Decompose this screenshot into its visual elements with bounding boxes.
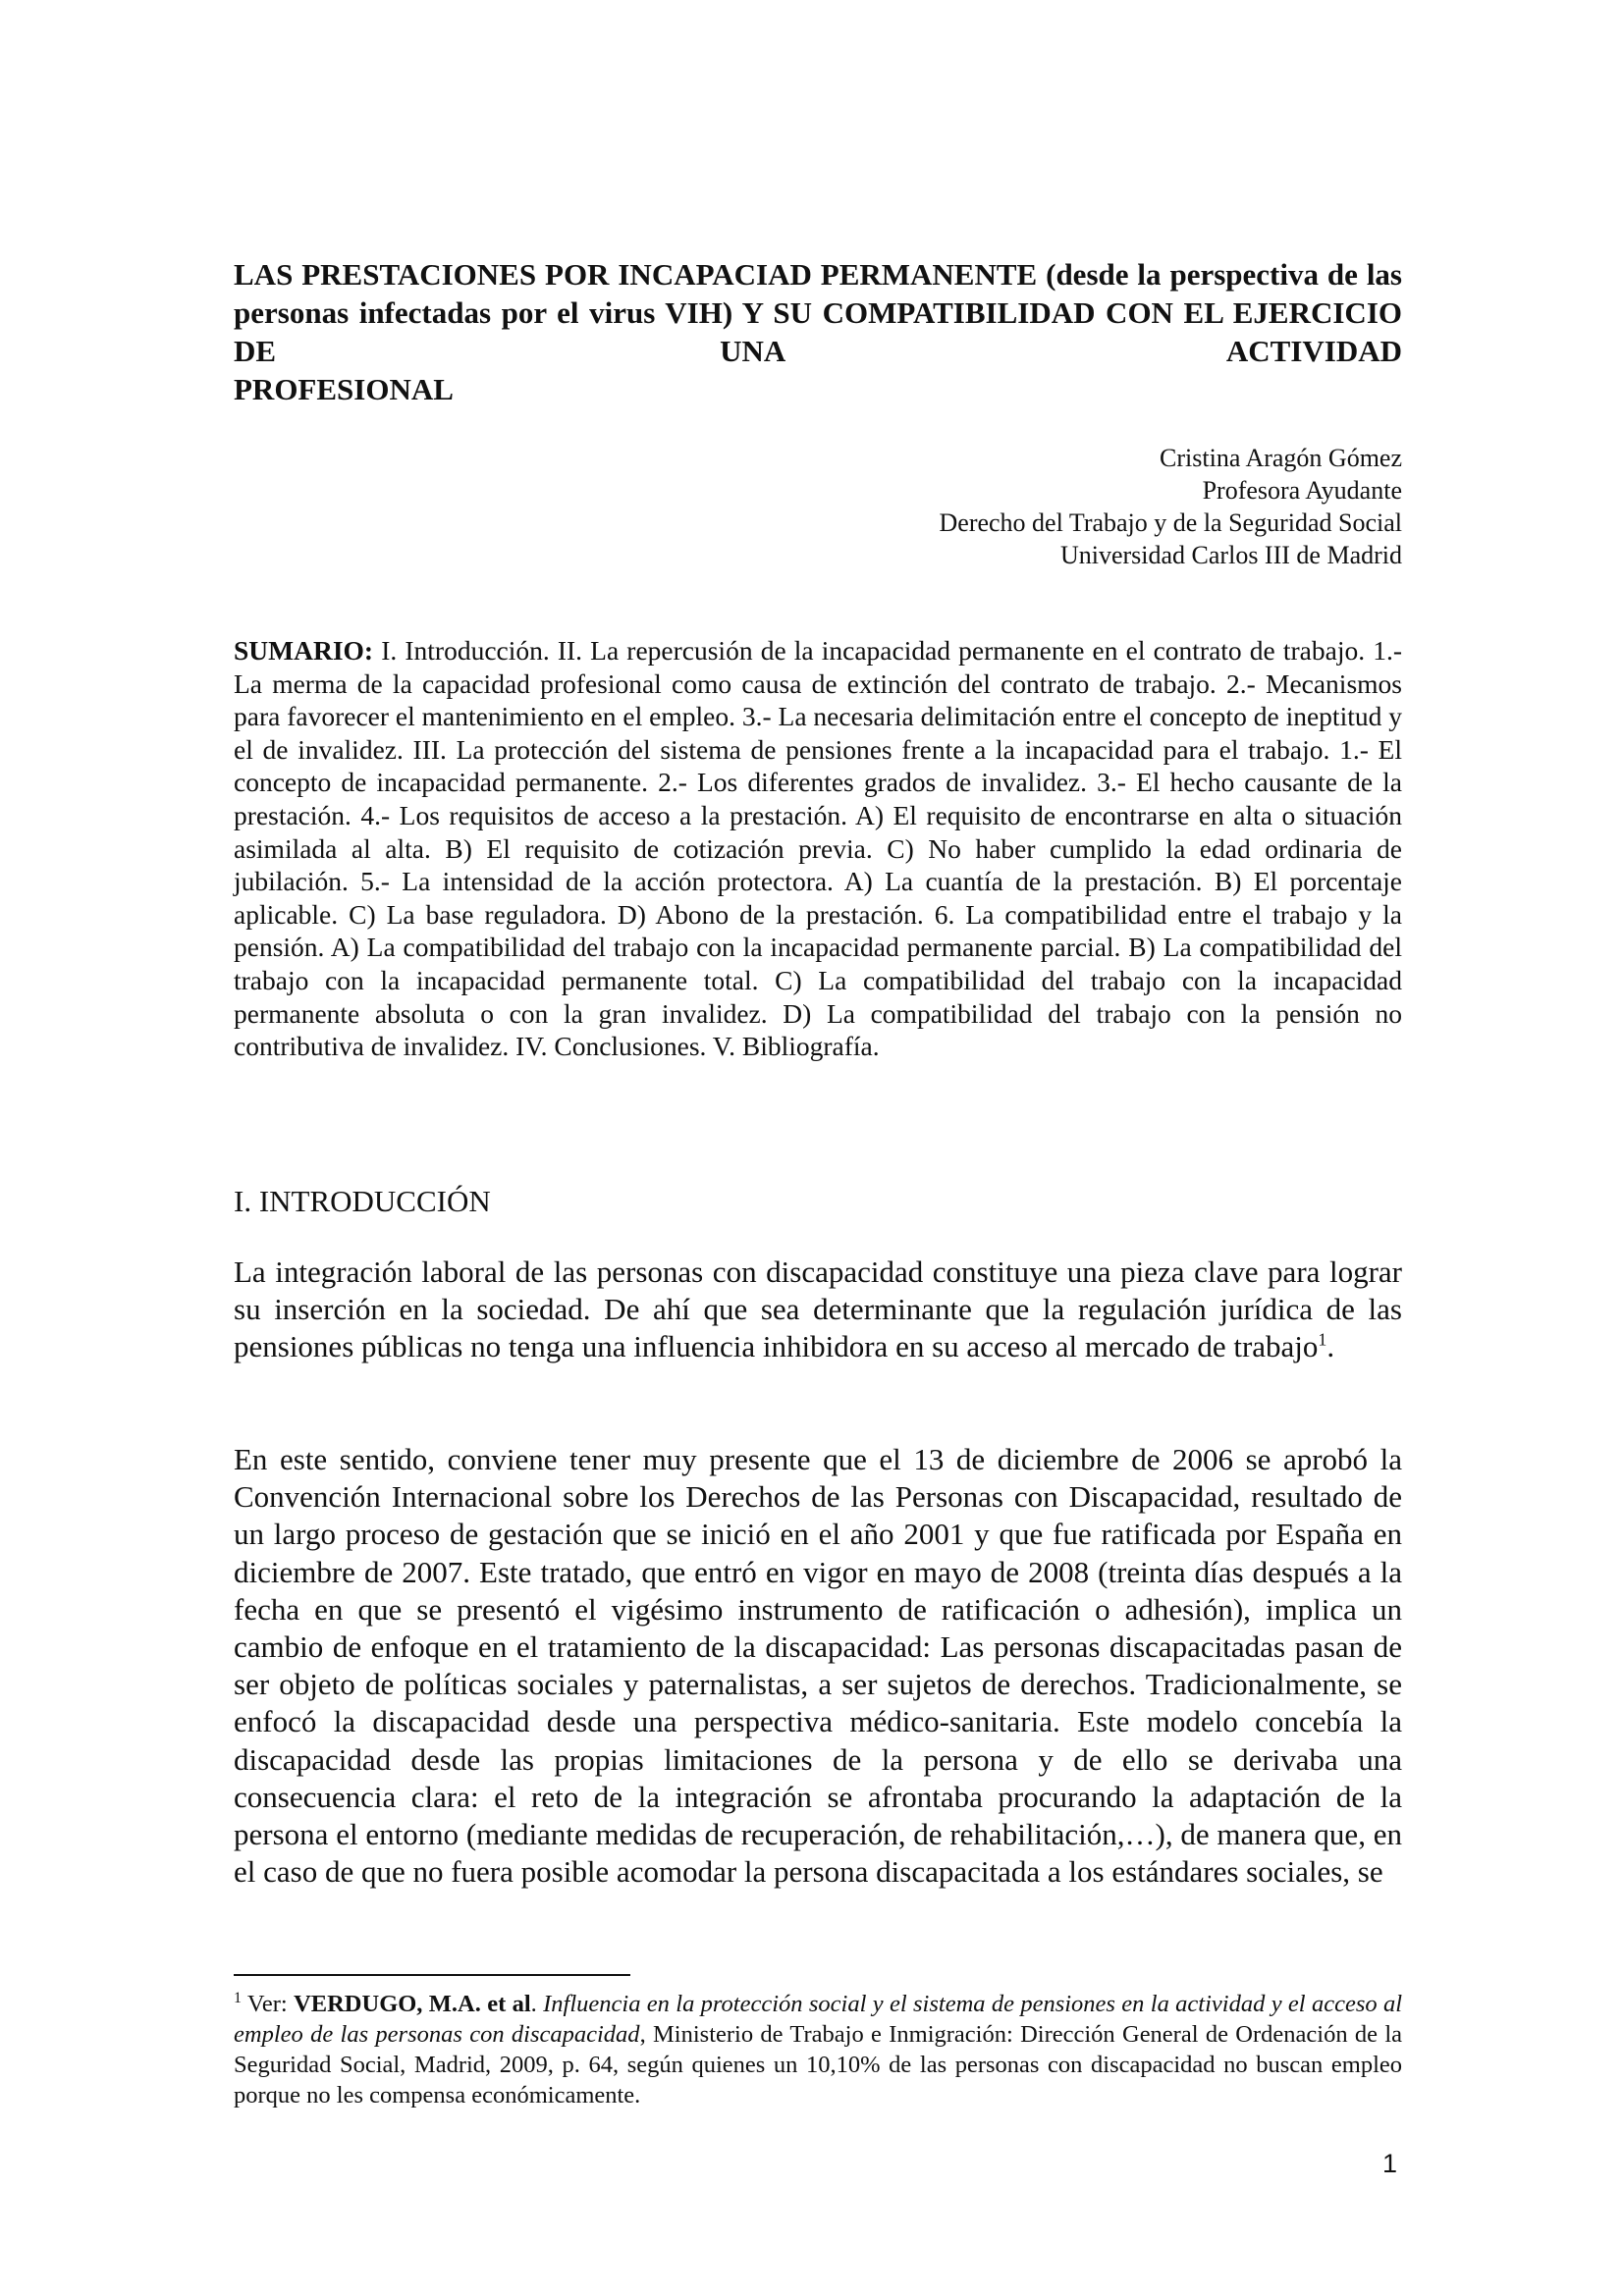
body-paragraph [234,1441,1402,1891]
title-line-3: COMPATIBILIDAD CON EL EJERCICIO DE UNA ACTIVIDAD [234,295,1402,368]
author-name: Cristina Aragón Gómez [1160,444,1402,472]
footnote-separator [234,1974,630,1976]
footnote-author: VERDUGO, M.A. et al [294,1991,531,2017]
page-number: 1 [1382,2149,1398,2178]
summary-paragraph [234,634,1402,1063]
author-position: Profesora Ayudante [1202,476,1402,505]
author-university: Universidad Carlos III de Madrid [1059,541,1402,569]
paragraph-text: La integración laboral de las personas con discapacidad constituye una pieza clave para lograr su inserción en la sociedad. De ahí que sea determinante que la regulación jurídica de las pensiones públicas no tenga una influencia inhibidora en su acceso al mercado de trabajo [234,1255,1402,1364]
footnote-separator-text: . [530,1991,544,2017]
author-department: Derecho del Trabajo y de la Seguridad Social [939,508,1402,537]
paragraph-text: En este sentido, conviene tener muy presente que el 13 de diciembre de 2006 se aprobó la Convención Internacional sobre los Derechos de las Personas con Discapacidad, resultado de un largo proceso de gestación que se inició en el año 2001 y que fue ratificada por España en diciembre de 2007. Este tratado, que entró en vigor en mayo de 2008 (treinta días después a la fecha en que se presentó el vigésimo instrumento de ratificación o adhesión), implica un cambio de enfoque en el tratamiento de la discapacidad: Las personas discapacitadas pasan de ser objeto de políticas sociales y paternalistas, a ser sujetos de derechos. Tradicionalmente, se enfocó la discapacidad desde una perspectiva médico-sanitaria. Este modelo concebía la discapacidad desde las propias limitaciones de la persona y de ello se derivaba una consecuencia clara: el reto de la integración se afrontaba procurando la adaptación de la persona el entorno (mediante medidas de recuperación, de rehabilitación,…), de manera que, en el caso de que no fuera posible acomodar la persona discapacitada a los estándares sociales, se [234,1442,1402,1890]
paper-title [234,255,1402,408]
title-line-4: PROFESIONAL [234,372,454,406]
paragraph-tail: . [1326,1329,1335,1364]
footnote-reference[interactable]: 1 [1318,1330,1327,1351]
author-affiliation [940,442,1403,571]
footnote-work-title: Influencia en la protección social y el sistema de pensiones en la actividad y el acceso al empleo de las personas con discapacidad [234,1991,1403,2048]
summary-text: I. Introducción. II. La repercusión de la incapacidad permanente en el contrato de trabajo. 1.- La merma de la capacidad profesional como causa de extinción del contrato de trabajo. 2.- Mecanismos para favorecer el mantenimiento en el empleo. 3.- La necesaria delimitación entre el concepto de ineptitud y el de invalidez. III. La protección del sistema de pensiones frente a la incapacidad para el trabajo. 1.- El concepto de incapacidad permanente. 2.- Los diferentes grados de invalidez. 3.- El hecho causante de la prestación. 4.- Los requisitos de acceso a la prestación. A) El requisito de encontrarse en alta o situación asimilada al alta. B) El requisito de cotización previa. C) No haber cumplido la edad ordinaria de jubilación. 5.- La intensidad de la acción protectora. A) La cuantía de la prestación. B) El porcentaje aplicable. C) La base reguladora. D) Abono de la prestación. 6. La compatibilidad entre el trabajo y la pensión. A) La compatibilidad del trabajo con la incapacidad permanente parcial. B) La compatibilidad del trabajo con la incapacidad permanente total. C) La compatibilidad del trabajo con la incapacidad permanente absoluta o con la gran invalidez. D) La compatibilidad del trabajo con la pensión no contributiva de invalidez. IV. Conclusiones. V. Bibliografía. [234,635,1402,1062]
section-heading: I. INTRODUCCIÓN [234,1184,491,1218]
body-paragraph [234,1254,1402,1366]
footnote-prefix: Ver: [242,1991,295,2017]
title-line-2: perspectiva de las personas infectadas por el virus VIH) Y SU [234,257,1402,330]
footnote [234,1989,1402,2110]
footnote-marker: 1 [234,1989,242,2006]
title-line-1: LAS PRESTACIONES POR INCAPACIAD PERMANENTE (desde la [234,257,1162,292]
footnote-rest: , Ministerio de Trabajo e Inmigración: Dirección General de Ordenación de la Seguridad Social, Madrid, 2009, p. 64, según quienes un 10,10% de las personas con discapacidad no buscan empleo porque no les compensa económicamente. [234,2021,1403,2109]
summary-label: SUMARIO: [234,635,374,666]
